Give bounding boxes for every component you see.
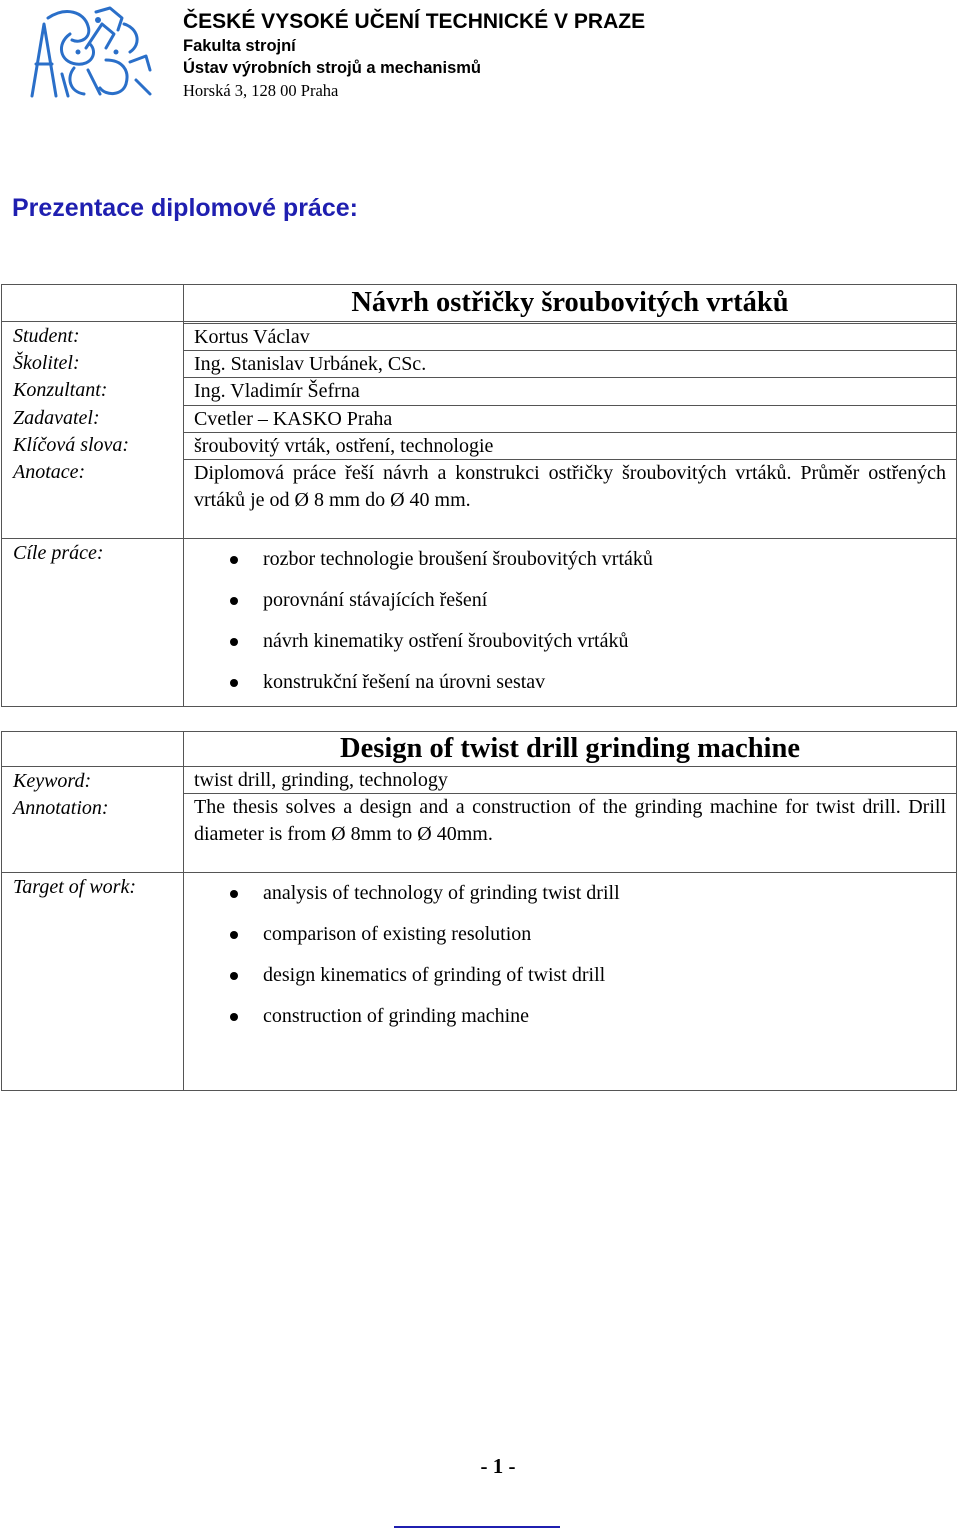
list-item: návrh kinematiky ostření šroubovitých vrtáků (184, 621, 956, 662)
footer-rule (394, 1526, 560, 1528)
bullet-icon (230, 931, 238, 939)
list-item: construction of grinding machine (184, 996, 956, 1037)
thesis-table-en (1, 731, 957, 1091)
faculty-name: Fakulta strojní (183, 37, 296, 55)
consultant-name: Ing. Vladimír Šefrna (184, 378, 956, 405)
bullet-icon (230, 597, 238, 605)
cz-keywords: šroubovitý vrták, ostření, technologie (184, 433, 956, 460)
label-goals: Cíle práce: (13, 542, 104, 564)
page-number: - 1 - (480, 1454, 516, 1478)
label-target-of-work: Target of work: (13, 876, 136, 898)
cz-annotation: Diplomová práce řeší návrh a konstrukci ostřičky šroubovitých vrtáků. Průměr ostřených vrtáků je od Ø 8 mm do Ø 40 mm. (194, 462, 946, 512)
list-item: konstrukční řešení na úrovni sestav (184, 662, 956, 703)
list-item: porovnání stávajících řešení (184, 580, 956, 621)
sponsor-name: Cvetler – KASKO Praha (184, 406, 956, 433)
label-sponsor: Zadavatel: (13, 406, 100, 429)
list-item: comparison of existing resolution (184, 914, 956, 955)
en-goals-cell (184, 873, 957, 1091)
en-labels-cell (2, 767, 184, 873)
en-title-blank-cell (2, 732, 184, 767)
cvut-lion-logo-icon (26, 4, 154, 100)
cz-values-cell (184, 322, 957, 539)
en-thesis-title: Design of twist drill grinding machine (184, 732, 957, 767)
label-annotation-en: Annotation: (13, 797, 109, 820)
en-values-cell (184, 767, 957, 873)
list-item: design kinematics of grinding of twist drill (184, 955, 956, 996)
label-annotation: Anotace: (13, 461, 86, 484)
cz-title-blank-cell (2, 285, 184, 322)
thesis-table-cz (1, 284, 957, 707)
en-goals-label-cell (2, 873, 184, 1091)
address: Horská 3, 128 00 Praha (183, 81, 339, 100)
document-title: Prezentace diplomové práce: (12, 194, 358, 222)
en-annotation: The thesis solves a design and a construction of the grinding machine for twist drill. Drill diameter is from Ø 8mm to Ø 40mm. (194, 796, 946, 846)
supervisor-name: Ing. Stanislav Urbánek, CSc. (184, 351, 956, 378)
university-name: ČESKÉ VYSOKÉ UČENÍ TECHNICKÉ V PRAZE (183, 10, 646, 33)
list-item: analysis of technology of grinding twist drill (184, 873, 956, 914)
bullet-icon (230, 1013, 238, 1021)
cz-labels-cell (2, 322, 184, 539)
cz-goals-label-cell (2, 539, 184, 707)
cz-goals-list (184, 539, 956, 703)
bullet-icon (230, 972, 238, 980)
list-item: rozbor technologie broušení šroubovitých vrtáků (184, 539, 956, 580)
label-supervisor: Školitel: (13, 352, 80, 375)
student-name: Kortus Václav (184, 324, 956, 351)
cz-thesis-title: Návrh ostřičky šroubovitých vrtáků (184, 285, 957, 322)
label-consultant: Konzultant: (13, 379, 108, 402)
en-keywords: twist drill, grinding, technology (184, 767, 956, 794)
label-keyword: Keyword: (13, 770, 92, 792)
en-goals-list (184, 873, 956, 1037)
label-keywords: Klíčová slova: (13, 433, 130, 456)
bullet-icon (230, 556, 238, 564)
cz-goals-cell (184, 539, 957, 707)
bullet-icon (230, 638, 238, 646)
department-name: Ústav výrobních strojů a mechanismů (183, 59, 482, 77)
letterhead (0, 0, 960, 110)
bullet-icon (230, 890, 238, 898)
bullet-icon (230, 679, 238, 687)
label-student: Student: (13, 325, 80, 347)
